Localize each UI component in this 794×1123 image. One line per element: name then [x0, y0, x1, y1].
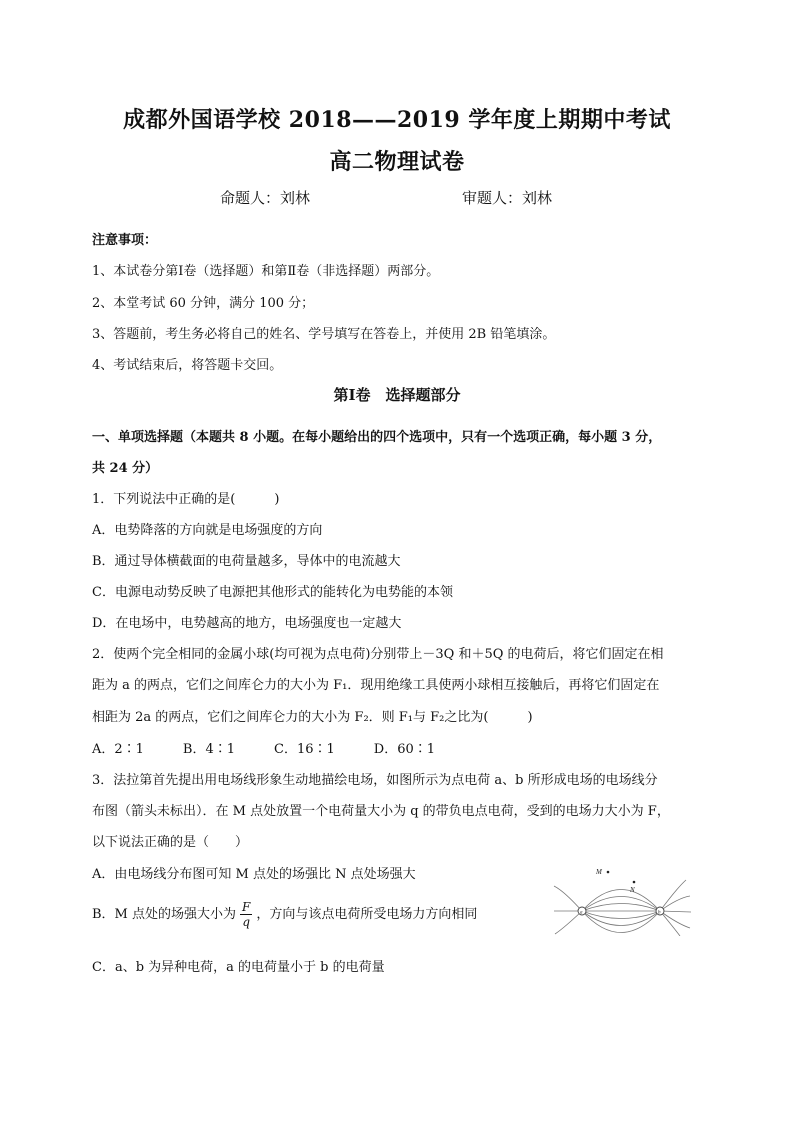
q2-options: A．2∶1 B．4∶1 C．16∶1 D．60∶1	[92, 742, 436, 757]
q3-line: 3．法拉第首先提出用电场线形象生动地描绘电场，如图所示为点电荷 a、b 所形成电场的电场线分	[92, 773, 658, 788]
q1-option-d: D．在电场中，电势越高的地方，电场强度也一定越大	[92, 616, 402, 631]
q2-line: 距为 a 的两点，它们之间库仑力的大小为 F₁．现用绝缘工具使两小球相互接触后，再将它们固定在	[92, 678, 660, 693]
note-item: 3、答题前，考生务必将自己的姓名、学号填写在答卷上，并使用 2B 铅笔填涂。	[92, 327, 556, 342]
note-item: 2、本堂考试 60 分钟，满分 100 分；	[92, 296, 315, 311]
fraction-denominator: q	[242, 915, 250, 929]
author: 命题人：刘林	[220, 189, 311, 207]
label-a: a	[580, 910, 583, 916]
exam-title: 成都外国语学校 2018——2019 学年度上期期中考试	[123, 107, 671, 133]
electric-field-lines-figure	[552, 866, 692, 936]
q2-line: 相距为 2a 的两点，它们之间库仑力的大小为 F₂．则 F₁与 F₂之比为( )	[92, 710, 533, 725]
q3-option-a: A．由电场线分布图可知 M 点处的场强比 N 点处场强大	[92, 867, 416, 882]
q1-option-a: A．电势降落的方向就是电场强度的方向	[92, 523, 323, 538]
fraction	[240, 900, 252, 929]
q3-option-b	[92, 900, 477, 929]
notes-heading: 注意事项：	[92, 233, 158, 248]
q1-option-b: B．通过导体横截面的电荷量越多，导体中的电流越大	[92, 554, 401, 569]
point-n-marker	[633, 881, 636, 884]
note-item: 4、考试结束后，将答题卡交回。	[92, 358, 283, 373]
part-heading-cont: 共 24 分）	[92, 461, 159, 476]
part-heading: 一、单项选择题（本题共 8 小题。在每小题给出的四个选项中，只有一个选项正确，每小题 3 分，	[92, 430, 662, 445]
point-m-marker	[607, 871, 610, 874]
q3-line: 布图（箭头未标出）．在 M 点处放置一个电荷量大小为 q 的带负电点电荷，受到的电场力大小为 F，	[92, 804, 670, 819]
label-b: b	[658, 910, 661, 916]
q2-line: 2．使两个完全相同的金属小球(均可视为点电荷)分别带上－3Q 和＋5Q 的电荷后，将它们固定在相	[92, 647, 664, 662]
q3-option-b-post: ，方向与该点电荷所受电场力方向相同	[256, 907, 478, 922]
q3-option-c: C．a、b 为异种电荷，a 的电荷量小于 b 的电荷量	[92, 960, 385, 975]
fraction-numerator: F	[242, 900, 251, 914]
label-n: N	[630, 886, 635, 894]
note-item: 1、本试卷分第Ⅰ卷（选择题）和第Ⅱ卷（非选择题）两部分。	[92, 264, 440, 279]
q1-stem: 1．下列说法中正确的是( )	[92, 492, 280, 507]
q3-option-b-pre: B．M 点处的场强大小为	[92, 907, 236, 922]
reviewer: 审题人：刘林	[462, 189, 553, 207]
q3-line: 以下说法正确的是（ ）	[92, 835, 249, 850]
exam-subtitle: 高二物理试卷	[329, 149, 465, 175]
label-m: M	[596, 868, 602, 876]
section-title: 第Ⅰ卷 选择题部分	[333, 386, 461, 404]
q1-option-c: C．电源电动势反映了电源把其他形式的能转化为电势能的本领	[92, 585, 453, 600]
